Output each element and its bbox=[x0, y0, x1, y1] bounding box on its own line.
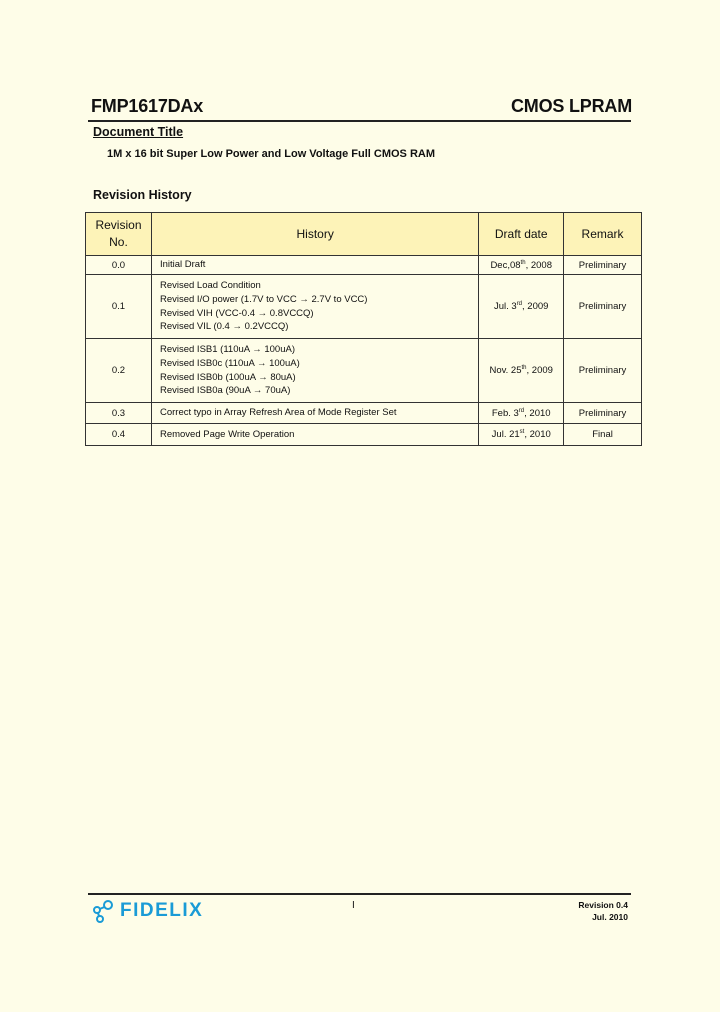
draft-date-post: , 2009 bbox=[522, 301, 549, 312]
draft-date bbox=[479, 275, 564, 339]
history-line: Revised ISB1 (110uA → 100uA) bbox=[159, 344, 295, 356]
draft-date-pre: Jul. 3 bbox=[493, 301, 517, 312]
draft-date-pre: Dec,08 bbox=[490, 259, 521, 271]
history-line: Revised ISB0b (100uA → 80uA) bbox=[159, 371, 296, 383]
draft-date-post: , 2009 bbox=[526, 365, 553, 376]
footer-divider bbox=[88, 893, 631, 895]
revision-number: 0.1 bbox=[86, 275, 152, 339]
revision-number: 0.2 bbox=[86, 339, 152, 403]
history-cell bbox=[151, 403, 478, 424]
draft-date bbox=[479, 339, 564, 403]
draft-date-post: , 2010 bbox=[524, 407, 551, 419]
remark: Preliminary bbox=[564, 275, 642, 339]
history-line: Revised I/O power (1.7V to VCC → 2.7V to VCC) bbox=[159, 293, 368, 305]
page-number: I bbox=[352, 900, 355, 911]
header-revision-line2: No. bbox=[109, 235, 128, 249]
draft-date-sup: th bbox=[520, 259, 526, 266]
table-row bbox=[86, 339, 642, 403]
part-number: FMP1617DAx bbox=[91, 96, 204, 116]
revision-number: 0.0 bbox=[86, 256, 152, 275]
draft-date-sup: st bbox=[519, 428, 525, 435]
header-revision-no bbox=[86, 213, 152, 256]
header-history: History bbox=[151, 213, 478, 256]
table-row bbox=[86, 256, 642, 275]
fidelix-logo bbox=[90, 898, 203, 924]
logo-text: FIDELIX bbox=[120, 900, 204, 921]
draft-date-pre: Feb. 3 bbox=[491, 407, 519, 419]
remark: Preliminary bbox=[564, 403, 642, 424]
remark: Preliminary bbox=[564, 339, 642, 403]
footer-revision: Revision 0.4 bbox=[578, 900, 628, 910]
draft-date-sup: th bbox=[521, 364, 527, 371]
header-remark: Remark bbox=[564, 213, 642, 256]
table-body bbox=[86, 256, 642, 446]
header-revision-line1: Revision bbox=[95, 218, 142, 232]
history-line: Revised ISB0a (90uA → 70uA) bbox=[159, 385, 291, 397]
header-draft-date: Draft date bbox=[479, 213, 564, 256]
draft-date bbox=[479, 256, 564, 275]
draft-date-post: , 2010 bbox=[524, 429, 551, 440]
table-header-row bbox=[86, 213, 642, 256]
footer-date: Jul. 2010 bbox=[592, 912, 628, 922]
draft-date-pre: Jul. 21 bbox=[491, 429, 520, 440]
history-cell bbox=[151, 256, 478, 275]
header-divider bbox=[88, 120, 631, 122]
remark: Preliminary bbox=[564, 256, 642, 275]
history-cell bbox=[151, 275, 478, 339]
product-type: CMOS LPRAM bbox=[511, 96, 632, 116]
draft-date-pre: Nov. 25 bbox=[489, 365, 522, 376]
history-cell bbox=[151, 424, 478, 446]
history-line: Revised Load Condition bbox=[159, 280, 261, 292]
history-line: Removed Page Write Operation bbox=[159, 428, 295, 440]
document-title-text: 1M x 16 bit Super Low Power and Low Voltage Full CMOS RAM bbox=[107, 148, 435, 160]
table-row bbox=[86, 275, 642, 339]
draft-date bbox=[479, 403, 564, 424]
history-line: Revised VIL (0.4 → 0.2VCCQ) bbox=[159, 321, 289, 333]
logo-molecule-icon bbox=[90, 899, 116, 923]
history-cell bbox=[151, 339, 478, 403]
draft-date-sup: rd bbox=[518, 407, 525, 414]
table-row bbox=[86, 403, 642, 424]
revision-history-label: Revision History bbox=[93, 188, 192, 202]
history-line: Revised VIH (VCC-0.4 → 0.8VCCQ) bbox=[159, 307, 314, 319]
history-line: Revised ISB0c (110uA → 100uA) bbox=[159, 357, 300, 369]
revision-number: 0.3 bbox=[86, 403, 152, 424]
draft-date bbox=[479, 424, 564, 446]
draft-date-post: , 2008 bbox=[525, 259, 552, 271]
remark: Final bbox=[564, 424, 642, 446]
history-line: Correct typo in Array Refresh Area of Mode Register Set bbox=[159, 407, 397, 419]
draft-date-sup: rd bbox=[516, 300, 523, 307]
revision-history-table bbox=[85, 212, 642, 446]
table-row bbox=[86, 424, 642, 446]
history-line: Initial Draft bbox=[159, 259, 206, 271]
revision-number: 0.4 bbox=[86, 424, 152, 446]
document-title-label: Document Title bbox=[93, 125, 184, 139]
